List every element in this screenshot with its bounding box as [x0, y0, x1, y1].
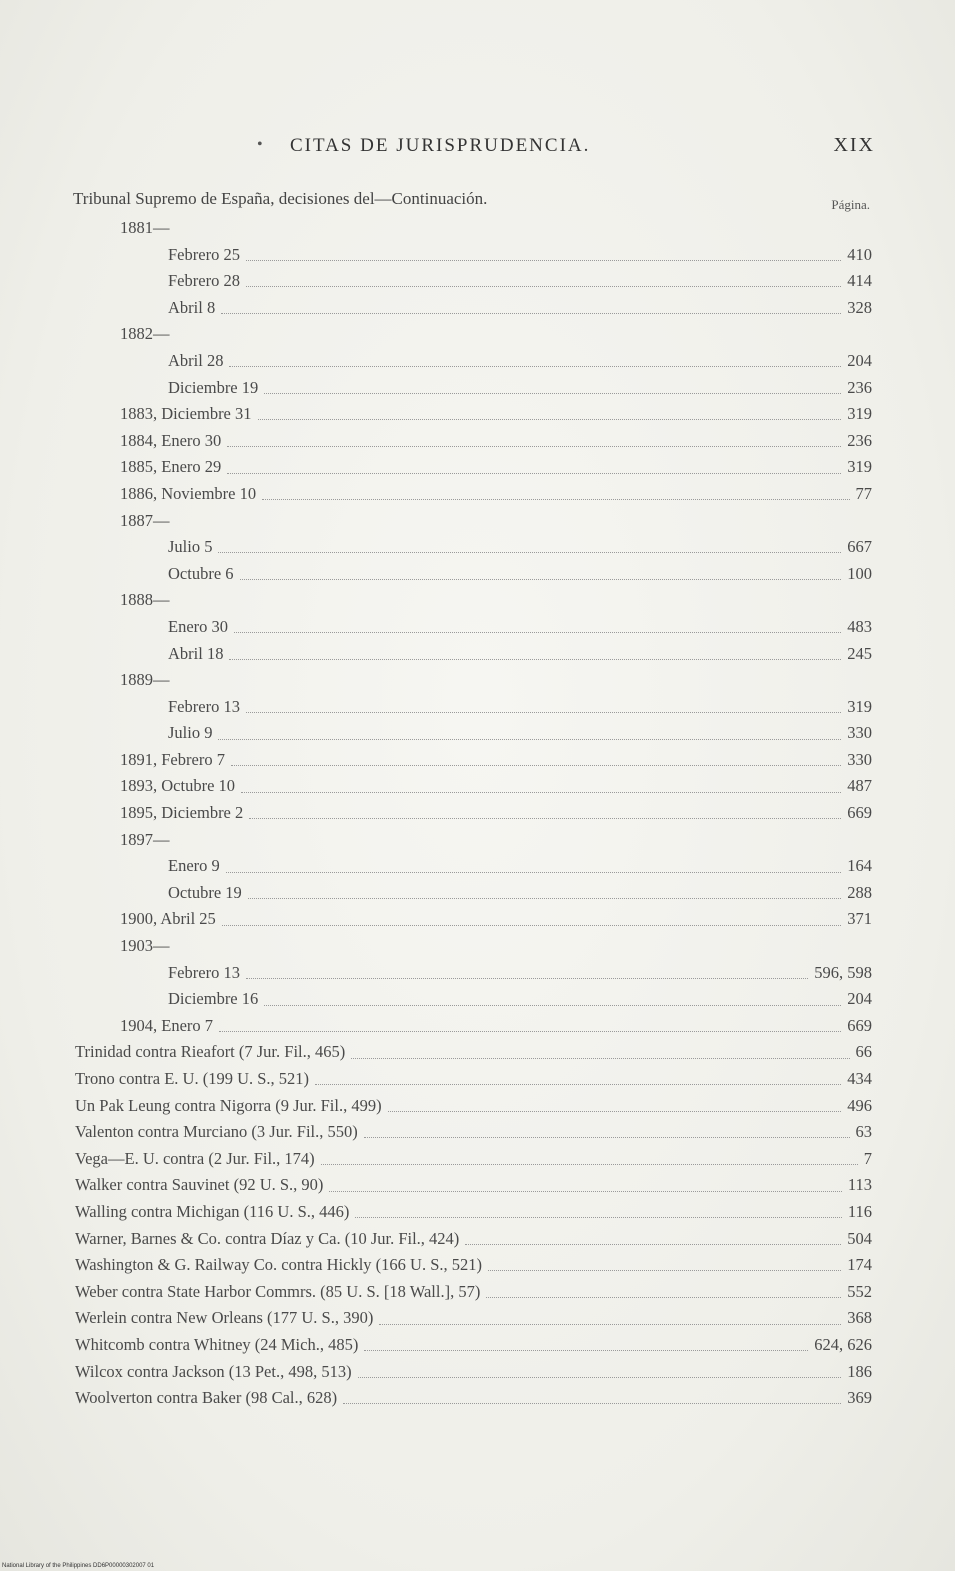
citation-page: 330 [847, 749, 872, 769]
citation-row [0, 694, 955, 721]
citation-page: 410 [847, 244, 872, 264]
dot-leader [241, 791, 841, 793]
dot-leader [351, 1057, 849, 1059]
dot-leader [246, 259, 841, 261]
dot-leader [234, 631, 841, 633]
citation-page: 164 [847, 856, 872, 876]
citation-label: Abril 18 [168, 643, 224, 663]
citation-page: 204 [847, 350, 872, 370]
dot-leader [218, 551, 841, 553]
citation-page: 487 [847, 776, 872, 796]
citation-label: 1883, Diciembre 31 [120, 404, 252, 424]
dot-leader [358, 1376, 842, 1378]
citation-row [0, 1199, 955, 1226]
citation-label: Febrero 13 [168, 696, 240, 716]
dot-leader [321, 1163, 858, 1165]
dot-leader [315, 1083, 841, 1085]
citation-label: Washington & G. Railway Co. contra Hickly (166 U. S., 521) [75, 1255, 482, 1275]
citation-label: Enero 9 [168, 856, 220, 876]
citation-row [0, 1385, 955, 1412]
citation-row [0, 321, 955, 348]
citation-row [0, 1039, 955, 1066]
citation-page: 100 [847, 563, 872, 583]
citation-page: 236 [847, 430, 872, 450]
citation-page: 434 [847, 1069, 872, 1088]
citation-page: 113 [847, 1175, 872, 1195]
citation-row [0, 1013, 955, 1040]
dot-leader [343, 1402, 841, 1404]
citation-page: 624, 626 [814, 1334, 872, 1354]
dot-leader [240, 578, 842, 580]
citation-page: 667 [847, 537, 872, 557]
citation-row [0, 481, 955, 508]
dot-leader [222, 924, 841, 926]
citation-row [0, 1226, 955, 1253]
dot-leader [248, 897, 841, 899]
citation-label: Warner, Barnes & Co. contra Díaz y Ca. (10 Jur. Fil., 424) [75, 1228, 460, 1248]
citation-label: Febrero 28 [168, 271, 240, 291]
citation-row [0, 428, 955, 455]
citation-page: 483 [847, 616, 872, 636]
citation-page: 236 [847, 377, 872, 397]
citation-label: 1885, Enero 29 [120, 457, 222, 477]
citation-page: 669 [847, 1015, 872, 1035]
citation-label: 1893, Octubre 10 [120, 776, 236, 796]
citation-row [0, 1119, 955, 1146]
dot-leader [231, 764, 841, 766]
citation-page: 288 [847, 882, 872, 902]
dot-leader [262, 498, 849, 500]
dot-leader [226, 871, 841, 873]
citation-label: 1882— [120, 324, 170, 344]
citation-label: Octubre 19 [168, 882, 242, 902]
citation-label: Un Pak Leung contra Nigorra (9 Jur. Fil., 499) [75, 1095, 382, 1115]
citation-page: 371 [847, 909, 872, 929]
library-footer: National Library of the Philippines DD6P00000302007 01 [2, 1563, 155, 1569]
citation-label: Trono contra E. U. (199 U. S., 521) [75, 1069, 310, 1088]
citation-row [0, 1305, 955, 1332]
citation-label: Abril 28 [168, 350, 224, 370]
citation-label: Febrero 13 [168, 962, 240, 982]
dot-leader [229, 365, 841, 367]
citation-row [0, 587, 955, 614]
header-title: CITAS DE JURISPRUDENCIA. [290, 135, 591, 156]
citation-row [0, 348, 955, 375]
citation-row [0, 773, 955, 800]
citation-page: 414 [847, 271, 872, 291]
citation-label: Whitcomb contra Whitney (24 Mich., 485) [75, 1334, 359, 1354]
citation-page: 66 [855, 1042, 872, 1062]
dot-leader [246, 285, 841, 287]
citation-label: Wilcox contra Jackson (13 Pet., 498, 513) [75, 1361, 352, 1381]
citation-label: 1897— [120, 829, 170, 849]
citation-label: Walker contra Sauvinet (92 U. S., 90) [75, 1175, 324, 1195]
citation-page: 669 [847, 803, 872, 823]
citation-row [0, 295, 955, 322]
citation-label: Vega—E. U. contra (2 Jur. Fil., 174) [75, 1148, 315, 1168]
citation-label: 1886, Noviembre 10 [120, 483, 257, 503]
citation-page: 186 [847, 1361, 872, 1381]
header-bullet: • [257, 136, 263, 153]
citation-page: 596, 598 [814, 962, 872, 982]
dot-leader [246, 977, 808, 979]
citation-row [0, 641, 955, 668]
citation-label: Werlein contra New Orleans (177 U. S., 390) [75, 1308, 374, 1328]
citation-page: 77 [855, 483, 872, 503]
citation-page: 116 [847, 1201, 872, 1221]
page-column-label: Página. [831, 197, 870, 212]
dot-leader [264, 1004, 841, 1006]
citation-row [0, 401, 955, 428]
citation-label: Walling contra Michigan (116 U. S., 446) [75, 1201, 350, 1221]
citation-page: 328 [847, 297, 872, 317]
citation-row [0, 508, 955, 535]
citation-label: 1889— [120, 670, 170, 690]
dot-leader [229, 658, 841, 660]
citation-row [0, 960, 955, 987]
dot-leader [486, 1296, 841, 1298]
citation-label: Weber contra State Harbor Commrs. (85 U. S. [18 Wall.], 57) [75, 1281, 481, 1301]
citation-row [0, 800, 955, 827]
citation-label: 1895, Diciembre 2 [120, 803, 244, 823]
dot-leader [227, 445, 841, 447]
citation-label: 1887— [120, 510, 170, 530]
citation-row [0, 1332, 955, 1359]
citation-label: Octubre 6 [168, 563, 234, 583]
citation-row [0, 375, 955, 402]
citation-row [0, 906, 955, 933]
dot-leader [219, 1030, 841, 1032]
dot-leader [218, 738, 841, 740]
citation-row [0, 933, 955, 960]
citation-page: 7 [863, 1148, 872, 1168]
citation-row [0, 986, 955, 1013]
citation-row [0, 534, 955, 561]
dot-leader [379, 1323, 841, 1325]
citation-row [0, 667, 955, 694]
citation-row [0, 1359, 955, 1386]
citation-row [0, 454, 955, 481]
citation-label: Enero 30 [168, 616, 229, 636]
citation-page: 504 [847, 1228, 872, 1248]
dot-leader [258, 418, 842, 420]
citation-row [0, 827, 955, 854]
citation-label: Julio 5 [168, 537, 213, 557]
citation-page: 368 [847, 1308, 872, 1328]
citation-page: 496 [847, 1095, 872, 1115]
dot-leader [221, 312, 841, 314]
citation-page: 552 [847, 1281, 872, 1301]
citation-page: 330 [847, 723, 872, 743]
citation-row [0, 1066, 955, 1093]
citation-label: 1888— [120, 590, 170, 610]
running-header [75, 132, 875, 162]
citation-label: Julio 9 [168, 723, 213, 743]
dot-leader [364, 1349, 808, 1351]
citation-row [0, 853, 955, 880]
citation-label: 1891, Febrero 7 [120, 749, 225, 769]
citation-row [0, 242, 955, 269]
citation-page: 319 [847, 404, 872, 424]
citation-label: 1903— [120, 936, 170, 956]
dot-leader [249, 817, 841, 819]
citation-label: Diciembre 16 [168, 989, 259, 1009]
citation-page: 245 [847, 643, 872, 663]
citation-row [0, 561, 955, 588]
citation-row [0, 268, 955, 295]
citation-label: Diciembre 19 [168, 377, 259, 397]
citation-row [0, 1279, 955, 1306]
citation-page: 319 [847, 696, 872, 716]
citation-page: 174 [847, 1255, 872, 1275]
citation-row [0, 614, 955, 641]
citation-row [0, 720, 955, 747]
dot-leader [488, 1269, 841, 1271]
citation-row [0, 1093, 955, 1120]
citation-label: 1900, Abril 25 [120, 909, 216, 929]
dot-leader [388, 1110, 842, 1112]
citation-label: 1884, Enero 30 [120, 430, 222, 450]
citation-page: 369 [847, 1388, 872, 1408]
dot-leader [329, 1190, 841, 1192]
dot-leader [364, 1136, 850, 1138]
dot-leader [246, 711, 841, 713]
citation-row [0, 1172, 955, 1199]
citation-label: 1881— [120, 218, 170, 237]
citation-page: 204 [847, 989, 872, 1009]
header-page-number: XIX [833, 134, 875, 156]
citation-page: 319 [847, 457, 872, 477]
dot-leader [264, 392, 841, 394]
citation-label: 1904, Enero 7 [120, 1015, 214, 1035]
citation-label: Febrero 25 [168, 244, 240, 264]
citation-page: 63 [855, 1122, 872, 1142]
citation-label: Woolverton contra Baker (98 Cal., 628) [75, 1388, 338, 1408]
citation-row [0, 1252, 955, 1279]
citation-label: Trinidad contra Rieafort (7 Jur. Fil., 465) [75, 1042, 346, 1062]
section-intro: Tribunal Supremo de España, decisiones del—Continuación. [73, 189, 488, 208]
citation-row [0, 1146, 955, 1173]
citation-label: Valenton contra Murciano (3 Jur. Fil., 550) [75, 1122, 358, 1142]
citation-list [0, 215, 955, 1412]
citation-row [0, 747, 955, 774]
dot-leader [227, 472, 841, 474]
dot-leader [355, 1216, 841, 1218]
citation-label: Abril 8 [168, 297, 216, 317]
dot-leader [465, 1243, 841, 1245]
citation-row [0, 880, 955, 907]
citation-row [0, 215, 955, 242]
